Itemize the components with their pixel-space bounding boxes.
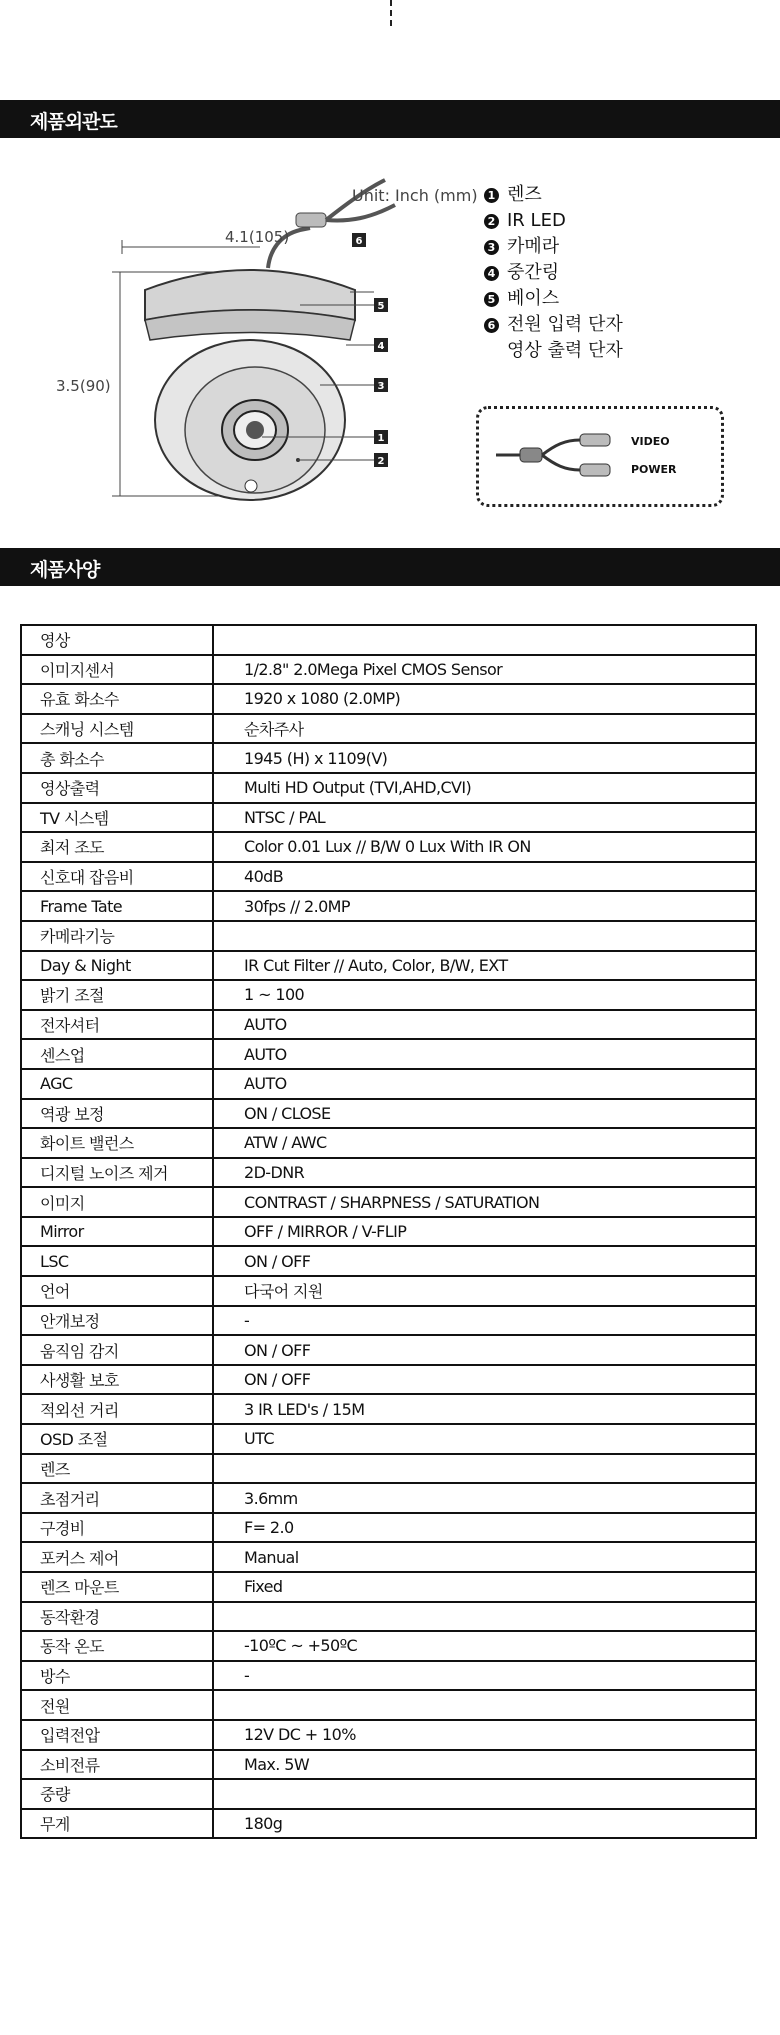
spec-key: 중량 bbox=[21, 1779, 213, 1809]
svg-text:2: 2 bbox=[377, 456, 385, 467]
table-row bbox=[21, 1720, 756, 1750]
legend-continuation: 영상 출력 단자 bbox=[507, 340, 623, 361]
table-row bbox=[21, 803, 756, 833]
middle-ring bbox=[145, 310, 355, 340]
legend-item bbox=[484, 182, 623, 208]
spec-value: 1 ~ 100 bbox=[213, 980, 756, 1010]
spec-key: Mirror bbox=[21, 1217, 213, 1247]
table-row bbox=[21, 684, 756, 714]
legend-number: 5 bbox=[484, 292, 499, 307]
spec-value: Manual bbox=[213, 1542, 756, 1572]
spec-value: ON / OFF bbox=[213, 1365, 756, 1395]
table-row bbox=[21, 1631, 756, 1661]
table-row bbox=[21, 1335, 756, 1365]
legend-number: 2 bbox=[484, 214, 499, 229]
spec-key: 디지털 노이즈 제거 bbox=[21, 1158, 213, 1188]
spec-value: 3 IR LED's / 15M bbox=[213, 1394, 756, 1424]
spec-key: 이미지센서 bbox=[21, 655, 213, 685]
divider-dashed bbox=[390, 0, 392, 26]
lens bbox=[246, 421, 264, 439]
spec-key: 움직임 감지 bbox=[21, 1335, 213, 1365]
spec-value: Max. 5W bbox=[213, 1750, 756, 1780]
spec-value: Fixed bbox=[213, 1572, 756, 1602]
legend-label: 카메라 bbox=[507, 236, 560, 257]
spec-value: Multi HD Output (TVI,AHD,CVI) bbox=[213, 773, 756, 803]
table-row bbox=[21, 1483, 756, 1513]
legend-item bbox=[484, 234, 623, 260]
spec-key: 입력전압 bbox=[21, 1720, 213, 1750]
video-label: VIDEO bbox=[631, 435, 670, 448]
spec-value: 2D-DNR bbox=[213, 1158, 756, 1188]
spec-value: 1945 (H) x 1109(V) bbox=[213, 743, 756, 773]
spec-value: 12V DC + 10% bbox=[213, 1720, 756, 1750]
spec-value: AUTO bbox=[213, 1069, 756, 1099]
spec-table bbox=[20, 624, 757, 1839]
table-row bbox=[21, 1542, 756, 1572]
spec-key: 소비전류 bbox=[21, 1750, 213, 1780]
table-row bbox=[21, 891, 756, 921]
spec-value: 1920 x 1080 (2.0MP) bbox=[213, 684, 756, 714]
section-header-spec bbox=[0, 548, 780, 586]
svg-text:1: 1 bbox=[377, 433, 385, 444]
spec-key: 화이트 밸런스 bbox=[21, 1128, 213, 1158]
legend-number: 3 bbox=[484, 240, 499, 255]
table-row bbox=[21, 1809, 756, 1839]
table-row bbox=[21, 1513, 756, 1543]
table-row bbox=[21, 951, 756, 981]
parts-legend bbox=[484, 182, 623, 364]
table-row bbox=[21, 1779, 756, 1809]
spec-value bbox=[213, 921, 756, 951]
table-row bbox=[21, 1187, 756, 1217]
spec-key: 방수 bbox=[21, 1661, 213, 1691]
table-row bbox=[21, 1572, 756, 1602]
table-row bbox=[21, 1661, 756, 1691]
spec-value bbox=[213, 1690, 756, 1720]
spec-value: CONTRAST / SHARPNESS / SATURATION bbox=[213, 1187, 756, 1217]
connector-box bbox=[476, 406, 724, 507]
spec-key: 유효 화소수 bbox=[21, 684, 213, 714]
spec-key: OSD 조절 bbox=[21, 1424, 213, 1454]
legend-label: 베이스 bbox=[507, 288, 560, 309]
table-row bbox=[21, 773, 756, 803]
section-header-exterior bbox=[0, 100, 780, 138]
legend-number: 1 bbox=[484, 188, 499, 203]
spec-key: Day & Night bbox=[21, 951, 213, 981]
table-row bbox=[21, 1750, 756, 1780]
spec-key: 전원 bbox=[21, 1690, 213, 1720]
spec-value: ON / CLOSE bbox=[213, 1099, 756, 1129]
spec-value: - bbox=[213, 1306, 756, 1336]
spec-key: 안개보정 bbox=[21, 1306, 213, 1336]
table-row bbox=[21, 862, 756, 892]
table-row bbox=[21, 1394, 756, 1424]
legend-item bbox=[484, 286, 623, 312]
legend-number: 6 bbox=[484, 318, 499, 333]
legend-item bbox=[484, 208, 623, 234]
spec-value: 다국어 지원 bbox=[213, 1276, 756, 1306]
table-row bbox=[21, 980, 756, 1010]
spec-key: 동작환경 bbox=[21, 1602, 213, 1632]
table-row bbox=[21, 832, 756, 862]
table-row bbox=[21, 1424, 756, 1454]
section-title: 제품사양 bbox=[30, 559, 100, 581]
spec-key: 동작 온도 bbox=[21, 1631, 213, 1661]
spec-key: 렌즈 bbox=[21, 1454, 213, 1484]
spec-value: 30fps // 2.0MP bbox=[213, 891, 756, 921]
table-row bbox=[21, 1276, 756, 1306]
table-row bbox=[21, 1010, 756, 1040]
spec-key: 포커스 제어 bbox=[21, 1542, 213, 1572]
spec-value bbox=[213, 1454, 756, 1484]
spec-key: 무게 bbox=[21, 1809, 213, 1839]
spec-key: 역광 보정 bbox=[21, 1099, 213, 1129]
table-row bbox=[21, 921, 756, 951]
spec-key: 초점거리 bbox=[21, 1483, 213, 1513]
table-row bbox=[21, 1454, 756, 1484]
spec-key: 영상출력 bbox=[21, 773, 213, 803]
table-row bbox=[21, 714, 756, 744]
table-row bbox=[21, 1128, 756, 1158]
table-row bbox=[21, 655, 756, 685]
table-row bbox=[21, 1099, 756, 1129]
spec-key: 사생활 보호 bbox=[21, 1365, 213, 1395]
spec-key: Frame Tate bbox=[21, 891, 213, 921]
spec-key: 신호대 잡음비 bbox=[21, 862, 213, 892]
spec-key: 언어 bbox=[21, 1276, 213, 1306]
svg-text:5: 5 bbox=[377, 301, 385, 312]
spec-key: 최저 조도 bbox=[21, 832, 213, 862]
spec-value: 40dB bbox=[213, 862, 756, 892]
legend-item bbox=[484, 260, 623, 286]
spec-value: F= 2.0 bbox=[213, 1513, 756, 1543]
spec-value bbox=[213, 1779, 756, 1809]
callout-6-label: 6 bbox=[355, 236, 363, 247]
spec-key: 렌즈 마운트 bbox=[21, 1572, 213, 1602]
table-row bbox=[21, 1158, 756, 1188]
spec-value: NTSC / PAL bbox=[213, 803, 756, 833]
table-row bbox=[21, 1217, 756, 1247]
table-row bbox=[21, 1069, 756, 1099]
unit-label: Unit: Inch (mm) bbox=[352, 186, 478, 205]
spec-value: Color 0.01 Lux // B/W 0 Lux With IR ON bbox=[213, 832, 756, 862]
height-dimension: 3.5(90) bbox=[56, 377, 111, 395]
table-row bbox=[21, 1306, 756, 1336]
legend-number: 4 bbox=[484, 266, 499, 281]
table-row bbox=[21, 1246, 756, 1276]
power-label: POWER bbox=[631, 463, 677, 476]
spec-value: AUTO bbox=[213, 1010, 756, 1040]
spec-key: 센스업 bbox=[21, 1039, 213, 1069]
spec-value: - bbox=[213, 1661, 756, 1691]
spec-key: 카메라기능 bbox=[21, 921, 213, 951]
table-row bbox=[21, 1602, 756, 1632]
spec-key: 스캐닝 시스템 bbox=[21, 714, 213, 744]
spec-value: ON / OFF bbox=[213, 1335, 756, 1365]
spec-key: 이미지 bbox=[21, 1187, 213, 1217]
table-row bbox=[21, 1690, 756, 1720]
spec-value: AUTO bbox=[213, 1039, 756, 1069]
spec-value: OFF / MIRROR / V-FLIP bbox=[213, 1217, 756, 1247]
svg-text:3: 3 bbox=[377, 381, 385, 392]
legend-label: 렌즈 bbox=[507, 184, 542, 205]
legend-label: 중간링 bbox=[507, 262, 560, 283]
spec-value: UTC bbox=[213, 1424, 756, 1454]
spec-key: 구경비 bbox=[21, 1513, 213, 1543]
spec-value: ATW / AWC bbox=[213, 1128, 756, 1158]
spec-value: 순차주사 bbox=[213, 714, 756, 744]
spec-key: 총 화소수 bbox=[21, 743, 213, 773]
table-row bbox=[21, 743, 756, 773]
spec-key: AGC bbox=[21, 1069, 213, 1099]
legend-item bbox=[484, 312, 623, 338]
spec-value: IR Cut Filter // Auto, Color, B/W, EXT bbox=[213, 951, 756, 981]
table-row bbox=[21, 1039, 756, 1069]
legend-label: 전원 입력 단자 bbox=[507, 314, 623, 335]
spec-key: 적외선 거리 bbox=[21, 1394, 213, 1424]
table-row bbox=[21, 1365, 756, 1395]
spec-key: 전자셔터 bbox=[21, 1010, 213, 1040]
spec-value bbox=[213, 1602, 756, 1632]
svg-text:4: 4 bbox=[377, 341, 385, 352]
legend-label: IR LED bbox=[507, 210, 566, 231]
spec-key: LSC bbox=[21, 1246, 213, 1276]
spec-value: ON / OFF bbox=[213, 1246, 756, 1276]
spec-key: 밝기 조절 bbox=[21, 980, 213, 1010]
width-dimension: 4.1(105) bbox=[225, 228, 290, 246]
table-row bbox=[21, 625, 756, 655]
spec-key: 영상 bbox=[21, 625, 213, 655]
ir-led bbox=[245, 480, 257, 492]
spec-key: TV 시스템 bbox=[21, 803, 213, 833]
spec-value bbox=[213, 625, 756, 655]
spec-value: 180g bbox=[213, 1809, 756, 1839]
spec-value: 3.6mm bbox=[213, 1483, 756, 1513]
spec-value: 1/2.8" 2.0Mega Pixel CMOS Sensor bbox=[213, 655, 756, 685]
spec-value: -10ºC ~ +50ºC bbox=[213, 1631, 756, 1661]
section-title: 제품외관도 bbox=[30, 111, 117, 133]
